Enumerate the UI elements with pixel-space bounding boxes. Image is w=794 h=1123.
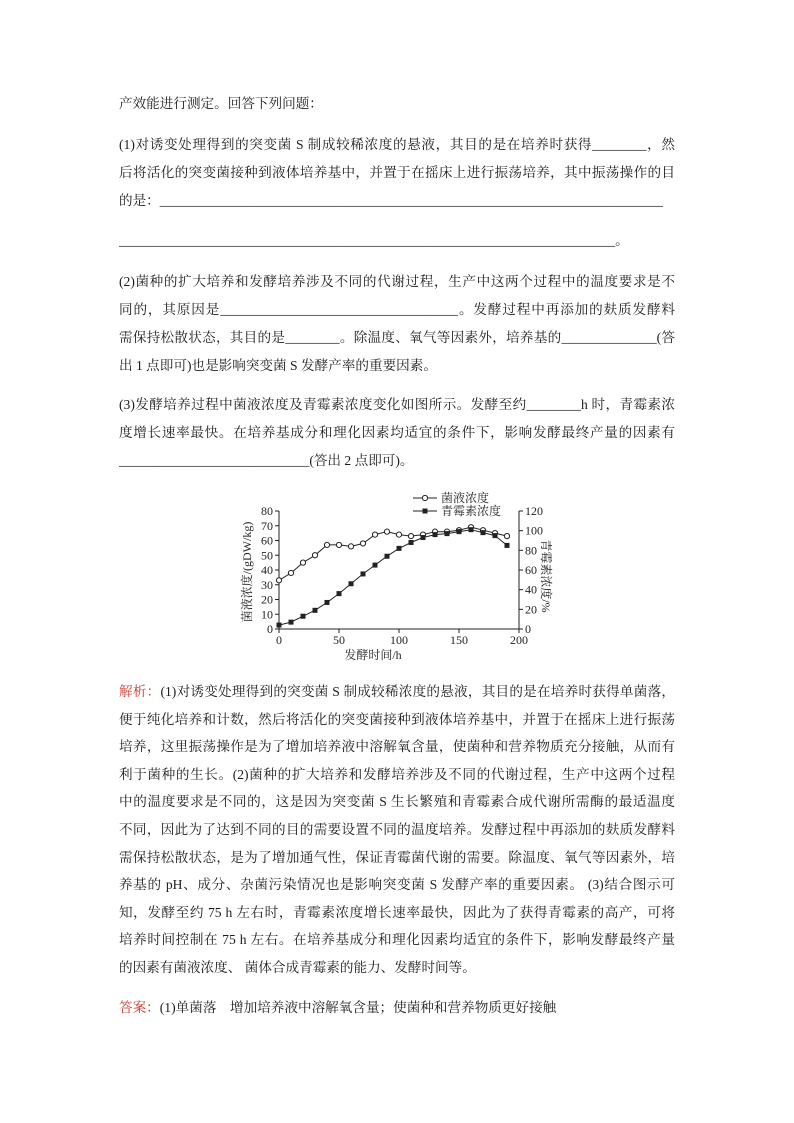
- x-tick-label: 0: [276, 633, 282, 647]
- right-y-tick-label: 40: [525, 582, 537, 597]
- question-2-line: (2)菌种的扩大培养和发酵培养涉及不同的代谢过程，生产中这两个过程中的温度要求是不: [119, 274, 675, 289]
- left-y-tick-label: 50: [261, 548, 273, 563]
- right-y-tick-label: 120: [525, 504, 543, 518]
- analysis-line: 培养时间控制在 75 h 左右。在培养基成分和理化因素均适宜的条件下，影响发酵最终产量: [119, 932, 675, 948]
- left-y-tick-label: 60: [261, 533, 273, 548]
- question-2-line: 出 1 点即可)也是影响突变菌 S 发酵产率的重要因素。: [119, 358, 437, 373]
- answer-block: [119, 994, 675, 1022]
- chart-marks: [276, 525, 509, 628]
- question-2-line: 需保持松散状态，其目的是________。除温度、氧气等因素外，培养基的______________(答: [119, 330, 675, 345]
- intro-block: [119, 90, 675, 118]
- penicillin-concentration-point: [301, 614, 306, 619]
- analysis-line: 养基的 pH、成分、杂菌污染情况也是影响突变菌 S 发酵产率的重要因素。 (3)结合图示可: [119, 877, 675, 893]
- x-tick-label: 100: [390, 633, 408, 647]
- penicillin-concentration-point: [457, 529, 462, 534]
- analysis-line: 便于纯化培养和计数，然后将活化的突变菌接种到液体培养基中，并置于在摇床上进行振荡: [119, 711, 675, 727]
- analysis-line: 知，发酵至约 75 h 左右时，青霉素浓度增长速率最快，因此为了获得青霉素的高产，可将: [119, 904, 675, 920]
- legend-marker-bacteria: [422, 495, 427, 500]
- penicillin-concentration-point: [289, 620, 294, 625]
- analysis-block: [119, 678, 675, 982]
- penicillin-concentration-point: [325, 600, 330, 605]
- analysis-line: 中的温度要求是不同的，这是因为突变菌 S 生长繁殖和青霉素合成代谢所需酶的最适温度: [119, 794, 675, 810]
- analysis-line: 培养，这里振荡操作是为了增加培养液中溶解氧含量，使菌种和营养物质充分接触，从而有: [119, 739, 675, 755]
- left-y-tick-label: 80: [261, 504, 273, 518]
- chart-ticks: [261, 504, 543, 647]
- analysis-line: 利于菌种的生长。(2)菌种的扩大培养和发酵培养涉及不同的代谢过程，生产中这两个过程: [119, 766, 675, 782]
- bacteria-concentration-point: [372, 532, 377, 537]
- penicillin-concentration-point: [469, 527, 474, 532]
- x-tick-label: 200: [510, 633, 528, 647]
- right-y-tick-label: 100: [525, 523, 543, 538]
- left-y-tick-label: 40: [261, 563, 273, 577]
- analysis-line: 不同，因此为了达到不同的目的需要设置不同的温度培养。发酵过程中再添加的麸质发酵料: [119, 821, 675, 837]
- bacteria-concentration-point: [348, 544, 353, 549]
- penicillin-concentration-point: [361, 571, 366, 576]
- question-3-line: ____________________________(答出 2 点即可)。: [119, 453, 414, 468]
- analysis-label: 解析：: [119, 684, 161, 699]
- bacteria-concentration-point: [288, 570, 293, 575]
- analysis-line: 需保持松散状态，是为了增加通气性，保证青霉菌代谢的需要。除温度、氧气等因素外，培: [119, 849, 675, 865]
- bacteria-concentration-point: [408, 533, 413, 538]
- right-y-tick-label: 60: [525, 563, 537, 577]
- bacteria-concentration-point: [300, 560, 305, 565]
- penicillin-concentration-point: [481, 530, 486, 535]
- left-axis-title: 菌液浓度/(gDW/kg): [240, 521, 254, 623]
- penicillin-concentration-point: [421, 535, 426, 540]
- bacteria-concentration-point: [384, 529, 389, 534]
- x-tick-label: 150: [450, 633, 468, 647]
- penicillin-concentration-point: [445, 531, 450, 536]
- bacteria-concentration-point: [396, 532, 401, 537]
- analysis-line: [119, 678, 675, 706]
- question-1-line: (1)对诱变处理得到的突变菌 S 制成较稀浓度的悬液，其目的是在培养时获得________，然: [119, 137, 675, 152]
- right-y-tick-label: 20: [525, 602, 537, 617]
- right-axis-title: 青霉素浓度/%: [539, 539, 553, 613]
- penicillin-concentration-point: [385, 554, 390, 559]
- chart-legend: [413, 490, 501, 518]
- bacteria-concentration-point: [360, 541, 365, 546]
- left-y-tick-label: 20: [261, 592, 273, 607]
- answer-text: (1)单菌落 增加培养液中溶解氧含量；使菌种和营养物质更好接触: [159, 1000, 557, 1015]
- bacteria-concentration-point: [312, 553, 317, 558]
- right-y-tick-label: 0: [525, 622, 531, 636]
- bacteria-concentration-point: [324, 542, 329, 547]
- left-y-tick-label: 0: [267, 622, 273, 636]
- penicillin-concentration-point: [397, 546, 402, 551]
- legend-label-bacteria: 菌液浓度: [441, 491, 490, 505]
- penicillin-concentration-point: [433, 532, 438, 537]
- fermentation-chart: [236, 488, 554, 668]
- answer-label: 答案：: [119, 1000, 160, 1015]
- left-y-tick-label: 70: [261, 518, 273, 533]
- question-1-line: 后将活化的突变菌接种到液体培养基中，并置于在摇床上进行振荡培养，其中振荡操作的目: [119, 165, 675, 180]
- penicillin-concentration-point: [493, 533, 498, 538]
- penicillin-concentration-point: [349, 581, 354, 586]
- answer-line: [119, 994, 675, 1022]
- penicillin-concentration-point: [373, 563, 378, 568]
- penicillin-concentration-point: [277, 623, 282, 628]
- x-axis-title: 发酵时间/h: [344, 648, 402, 662]
- legend-label-penicillin: 青霉素浓度: [441, 504, 502, 518]
- question-1: [119, 131, 675, 255]
- penicillin-concentration-point: [337, 591, 342, 596]
- penicillin-concentration-point: [409, 540, 414, 545]
- question-3-line: 度增长速率最快。在培养基成分和理化因素均适宜的条件下，影响发酵最终产量的因素有: [119, 425, 675, 440]
- x-tick-label: 50: [333, 633, 345, 647]
- question-2-line: 同的，其原因是___________________________________。发酵过程中再添加的麸质发酵料: [119, 302, 675, 317]
- left-y-tick-label: 30: [261, 577, 273, 592]
- penicillin-concentration-point: [313, 608, 318, 613]
- penicillin-concentration-point: [505, 543, 510, 548]
- bacteria-concentration-point: [336, 542, 341, 547]
- question-1-line: _________________________________________________________________________。: [119, 233, 629, 248]
- question-3: [119, 391, 675, 475]
- question-2: [119, 268, 675, 380]
- intro-line: 产效能进行测定。回答下列问题：: [119, 96, 323, 111]
- left-y-tick-label: 10: [261, 607, 273, 622]
- right-y-tick-label: 80: [525, 543, 537, 558]
- analysis-line: 的因素有菌液浓度、 菌体合成青霉素的能力、发酵时间等。: [119, 959, 476, 975]
- legend-marker-penicillin: [423, 509, 428, 514]
- question-1-line: 的是：__________________________________________________________________________: [119, 193, 663, 208]
- bacteria-concentration-point: [276, 578, 281, 583]
- analysis-text: (1)对诱变处理得到的突变菌 S 制成较稀浓度的悬液，其目的是在培养时获得单菌落，: [160, 684, 675, 699]
- bacteria-concentration-point: [504, 533, 509, 538]
- question-3-line: (3)发酵培养过程中菌液浓度及青霉素浓度变化如图所示。发酵至约________h 时，青霉素浓: [119, 397, 675, 412]
